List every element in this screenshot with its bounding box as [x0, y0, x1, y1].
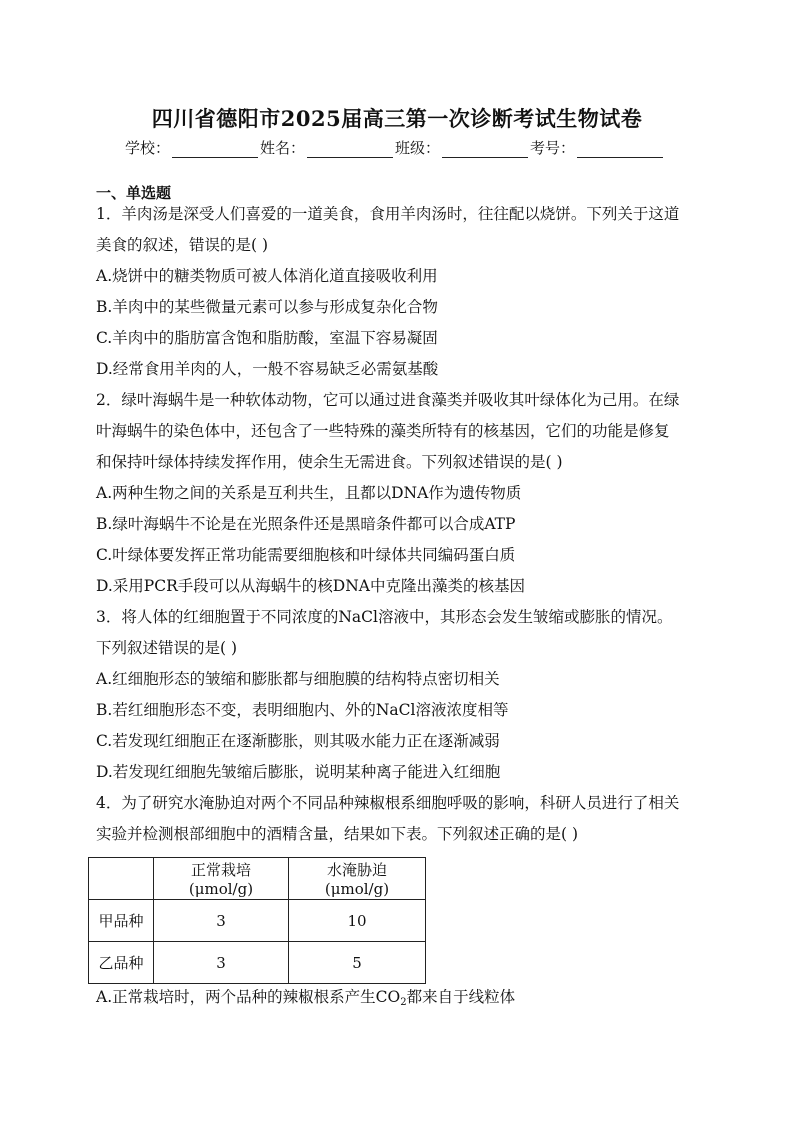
q2-stem-line2: 叶海蜗牛的染色体中，还包含了一些特殊的藻类所特有的核基因，它们的功能是修复	[96, 422, 670, 440]
q1-option-d: D.经常食用羊肉的人，一般不容易缺乏必需氨基酸	[96, 360, 439, 378]
q1-option-a: A.烧饼中的糖类物质可被人体消化道直接吸收利用	[96, 267, 438, 285]
name-blank[interactable]	[307, 143, 393, 158]
table-cell: 乙品种	[89, 942, 154, 984]
q2-stem-line3: 和保持叶绿体持续发挥作用，使余生无需进食。下列叙述错误的是( )	[96, 453, 563, 471]
table-header-cell: 正常栽培(μmol/g)	[154, 858, 289, 900]
table-header-row	[89, 858, 426, 900]
class-label: 班级：	[395, 139, 441, 157]
table-row	[89, 942, 426, 984]
q1-stem-line1: 1．羊肉汤是深受人们喜爱的一道美食，食用羊肉汤时，往往配以烧饼。下列关于这道	[96, 205, 680, 223]
table-row	[89, 900, 426, 942]
class-blank[interactable]	[442, 143, 528, 158]
q3-stem-line1: 3．将人体的红细胞置于不同浓度的NaCl溶液中，其形态会发生皱缩或膨胀的情况。	[96, 608, 673, 626]
table-header-cell	[89, 858, 154, 900]
q4-option-a-subscript: 2	[400, 997, 407, 1008]
q2-stem-line1: 2．绿叶海蜗牛是一种软体动物，它可以通过进食藻类并吸收其叶绿体化为己用。在绿	[96, 391, 680, 409]
q3-option-b: B.若红细胞形态不变，表明细胞内、外的NaCl溶液浓度相等	[96, 701, 509, 719]
table-cell: 甲品种	[89, 900, 154, 942]
student-info-row	[125, 137, 665, 158]
q3-option-d: D.若发现红细胞先皱缩后膨胀，说明某种离子能进入红细胞	[96, 763, 501, 781]
section-heading: 一、单选题	[96, 184, 172, 202]
table-header-cell: 水淹胁迫(μmol/g)	[289, 858, 426, 900]
q1-stem-line2: 美食的叙述，错误的是( )	[96, 236, 269, 254]
exam-no-blank[interactable]	[577, 143, 663, 158]
q4-option-a	[96, 982, 515, 1018]
q2-option-d: D.采用PCR手段可以从海蜗牛的核DNA中克隆出藻类的核基因	[96, 577, 525, 595]
q2-option-c: C.叶绿体要发挥正常功能需要细胞核和叶绿体共同编码蛋白质	[96, 546, 516, 564]
q4-stem-line1: 4．为了研究水淹胁迫对两个不同品种辣椒根系细胞呼吸的影响，科研人员进行了相关	[96, 794, 680, 812]
table-cell: 10	[289, 900, 426, 942]
table-cell: 3	[154, 900, 289, 942]
q2-option-b: B.绿叶海蜗牛不论是在光照条件还是黑暗条件都可以合成ATP	[96, 515, 516, 533]
question-block	[96, 199, 706, 850]
q3-option-a: A.红细胞形态的皱缩和膨胀都与细胞膜的结构特点密切相关	[96, 670, 500, 688]
q1-option-c: C.羊肉中的脂肪富含饱和脂肪酸，室温下容易凝固	[96, 329, 438, 347]
exam-no-label: 考号：	[530, 139, 576, 157]
q2-option-a: A.两种生物之间的关系是互利共生，且都以DNA作为遗传物质	[96, 484, 522, 502]
name-label: 姓名：	[260, 139, 306, 157]
school-blank[interactable]	[172, 143, 258, 158]
table-cell: 5	[289, 942, 426, 984]
school-label: 学校：	[125, 139, 171, 157]
q4-option-a-text: A.正常栽培时，两个品种的辣椒根系产生CO	[96, 988, 401, 1006]
q1-option-b: B.羊肉中的某些微量元素可以参与形成复杂化合物	[96, 298, 438, 316]
q3-stem-line2: 下列叙述错误的是( )	[96, 639, 238, 657]
q3-option-c: C.若发现红细胞正在逐渐膨胀，则其吸水能力正在逐渐减弱	[96, 732, 500, 750]
table-cell: 3	[154, 942, 289, 984]
q4-stem-line2: 实验并检测根部细胞中的酒精含量，结果如下表。下列叙述正确的是( )	[96, 825, 579, 843]
page-title: 四川省德阳市2025届高三第一次诊断考试生物试卷	[151, 106, 643, 131]
alcohol-content-table	[88, 857, 426, 984]
q4-option-a-text-end: 都来自于线粒体	[406, 988, 516, 1006]
